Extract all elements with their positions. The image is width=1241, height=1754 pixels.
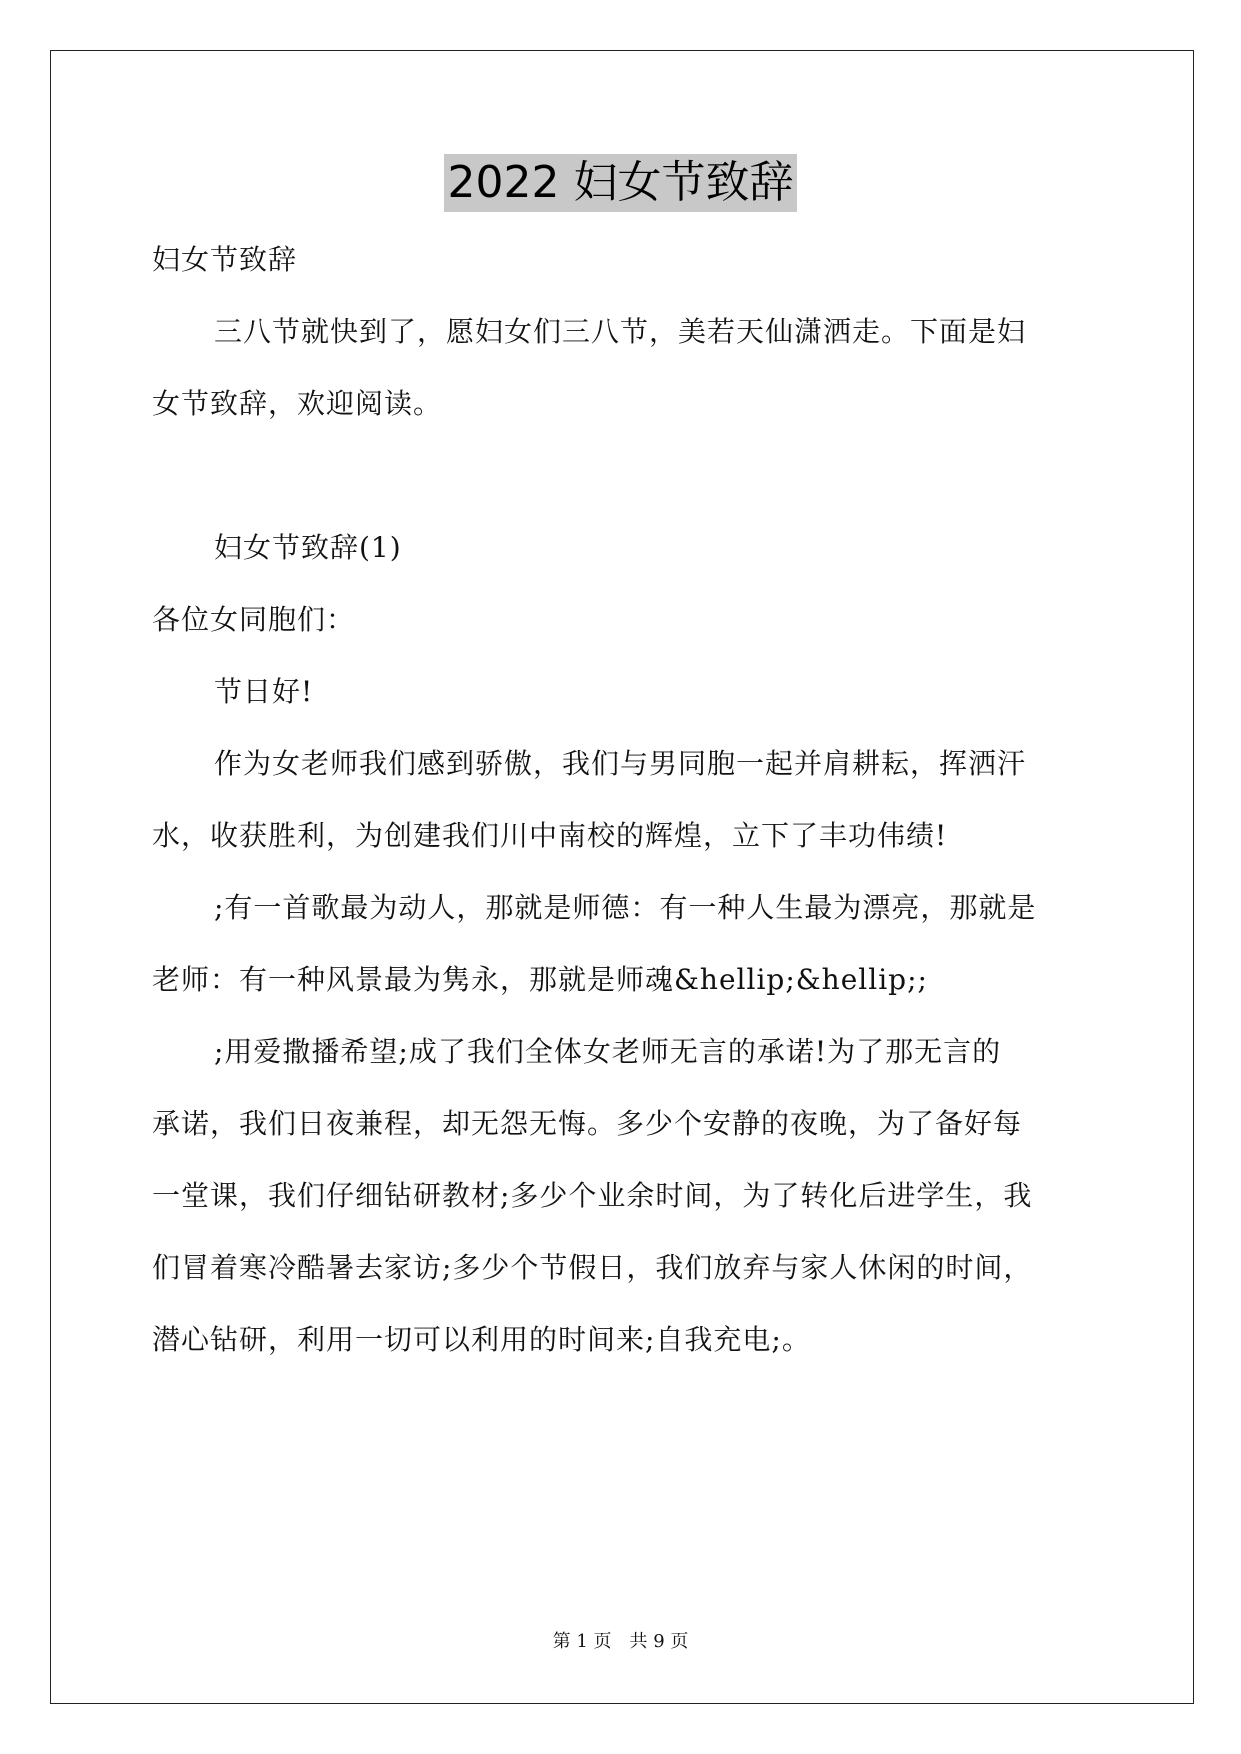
section-heading: 妇女节致辞(1): [214, 531, 402, 564]
body-line-3: ;有一首歌最为动人，那就是师德：有一种人生最为漂亮，那就是: [214, 891, 1037, 924]
intro-line-2: 女节致辞，欢迎阅读。: [152, 387, 443, 420]
page-number-footer: 第 1 页 共 9 页: [552, 1631, 689, 1652]
body-line-9: 潜心钻研，利用一切可以利用的时间来;自我充电;。: [152, 1323, 811, 1356]
body-line-4: 老师：有一种风景最为隽永，那就是师魂&hellip;&hellip;;: [152, 963, 928, 996]
page-border: [50, 50, 1194, 1704]
body-line-8: 们冒着寒冷酷暑去家访;多少个节假日，我们放弃与家人休闲的时间，: [152, 1251, 1033, 1284]
body-line-1: 作为女老师我们感到骄傲，我们与男同胞一起并肩耕耘，挥洒汗: [214, 747, 1027, 780]
body-line-5: ;用爱撒播希望;成了我们全体女老师无言的承诺!为了那无言的: [214, 1035, 1002, 1068]
title-container: [0, 154, 1241, 212]
body-line-2: 水，收获胜利，为创建我们川中南校的辉煌，立下了丰功伟绩!: [152, 819, 948, 852]
greeting: 节日好!: [214, 675, 314, 708]
body-line-6: 承诺，我们日夜兼程，却无怨无悔。多少个安静的夜晚，为了备好每: [152, 1107, 1023, 1140]
document-title: 2022 妇女节致辞: [444, 154, 798, 212]
body-line-7: 一堂课，我们仔细钻研教材;多少个业余时间，为了转化后进学生，我: [152, 1179, 1033, 1212]
intro-line-1: 三八节就快到了，愿妇女们三八节，美若天仙潇洒走。下面是妇: [214, 315, 1027, 348]
subtitle-line: 妇女节致辞: [152, 243, 298, 276]
salutation: 各位女同胞们：: [152, 603, 356, 636]
